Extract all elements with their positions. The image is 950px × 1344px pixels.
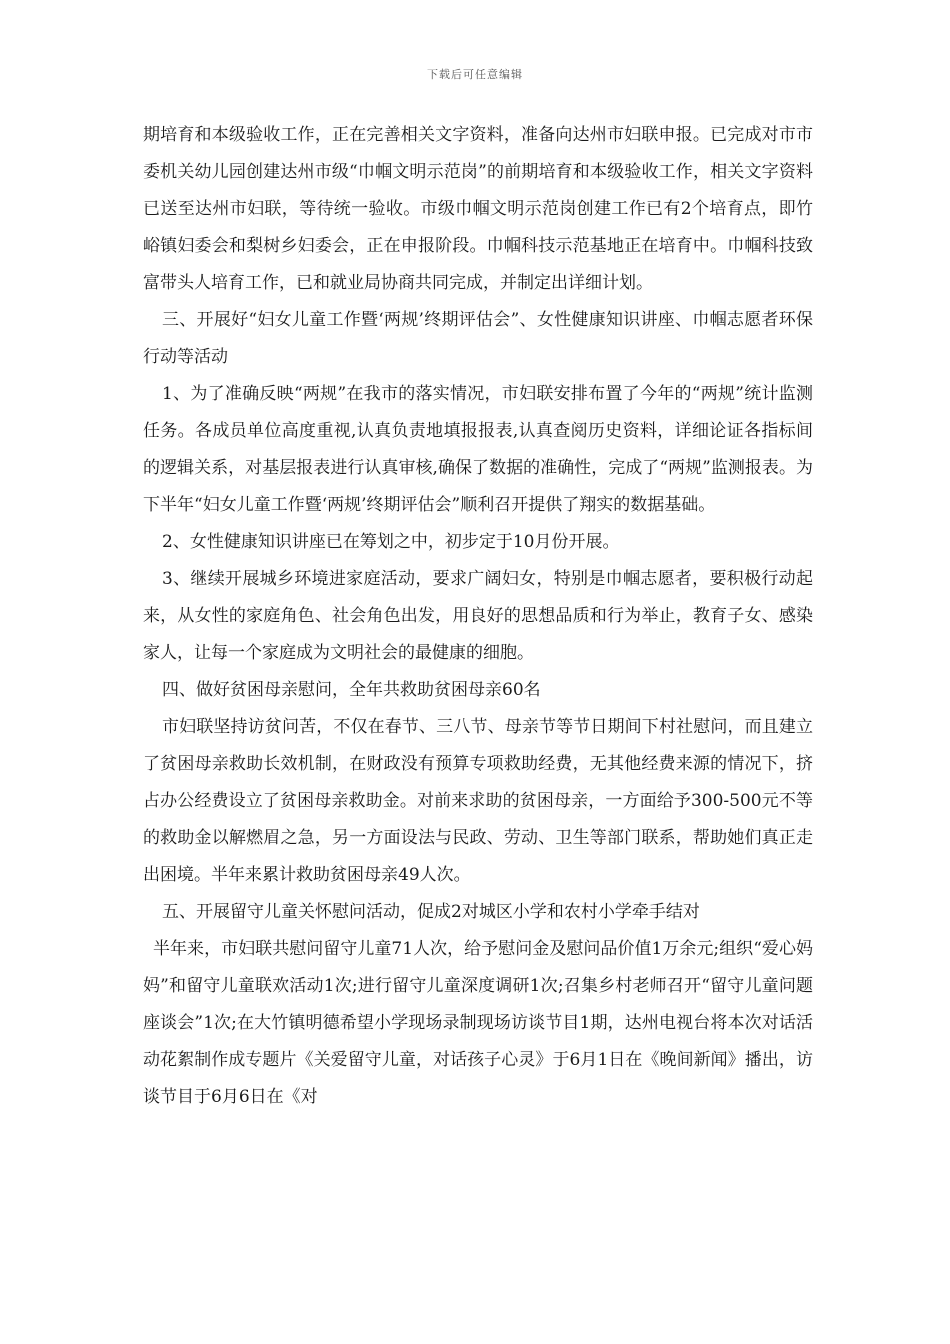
paragraph-3-1: 1、为了准确反映“两规”在我市的落实情况，市妇联安排布置了今年的“两规”统计监测任务。各成员单位高度重视,认真负责地填报报表,认真查阅历史资料，详细论证各指标间的逻辑关系，对基层报表进行认真审核,确保了数据的准确性，完成了“两规”监测报表。为下半年“妇女儿童工作暨‘两规’终期评估会”顺利召开提供了翔实的数据基础。: [143, 384, 813, 515]
page-header: 下载后可任意编辑: [427, 68, 523, 81]
paragraph-3-2: 2、女性健康知识讲座已在筹划之中，初步定于10月份开展。: [162, 532, 620, 552]
section-heading-5: 五、开展留守儿童关怀慰问活动，促成2对城区小学和农村小学牵手结对: [162, 902, 700, 922]
paragraph-1: 期培育和本级验收工作，正在完善相关文字资料，准备向达州市妇联申报。已完成对市市委机关幼儿园创建达州市级“巾帼文明示范岗”的前期培育和本级验收工作，相关文字资料已送至达州市妇联，等待统一验收。市级巾帼文明示范岗创建工作已有2个培育点，即竹峪镇妇委会和梨树乡妇委会，正在申报阶段。巾帼科技示范基地正在培育中。巾帼科技致富带头人培育工作，已和就业局协商共同完成，并制定出详细计划。: [143, 125, 813, 293]
document-body: [143, 117, 813, 1116]
section-heading-3: 三、开展好“妇女儿童工作暨‘两规’终期评估会”、女性健康知识讲座、巾帼志愿者环保行动等活动: [143, 310, 813, 367]
paragraph-5: 半年来，市妇联共慰问留守儿童71人次，给予慰问金及慰问品价值1万余元;组织“爱心妈妈”和留守儿童联欢活动1次;进行留守儿童深度调研1次;召集乡村老师召开“留守儿童问题座谈会”1次;在大竹镇明德希望小学现场录制现场访谈节目1期，达州电视台将本次对话活动花絮制作成专题片《关爱留守儿童，对话孩子心灵》于6月1日在《晚间新闻》播出，访谈节目于6月6日在《对: [143, 939, 813, 1107]
paragraph-3-3: 3、继续开展城乡环境进家庭活动，要求广阔妇女，特别是巾帼志愿者，要积极行动起来，从女性的家庭角色、社会角色出发，用良好的思想品质和行为举止，教育子女、感染家人，让每一个家庭成为文明社会的最健康的细胞。: [143, 569, 813, 663]
section-heading-4: 四、做好贫困母亲慰问，全年共救助贫困母亲60名: [162, 680, 541, 700]
paragraph-4: 市妇联坚持访贫问苦，不仅在春节、三八节、母亲节等节日期间下村社慰问，而且建立了贫困母亲救助长效机制，在财政没有预算专项救助经费，无其他经费来源的情况下，挤占办公经费设立了贫困母亲救助金。对前来求助的贫困母亲，一方面给予300-500元不等的救助金以解燃眉之急，另一方面设法与民政、劳动、卫生等部门联系，帮助她们真正走出困境。半年来累计救助贫困母亲49人次。: [143, 717, 813, 885]
